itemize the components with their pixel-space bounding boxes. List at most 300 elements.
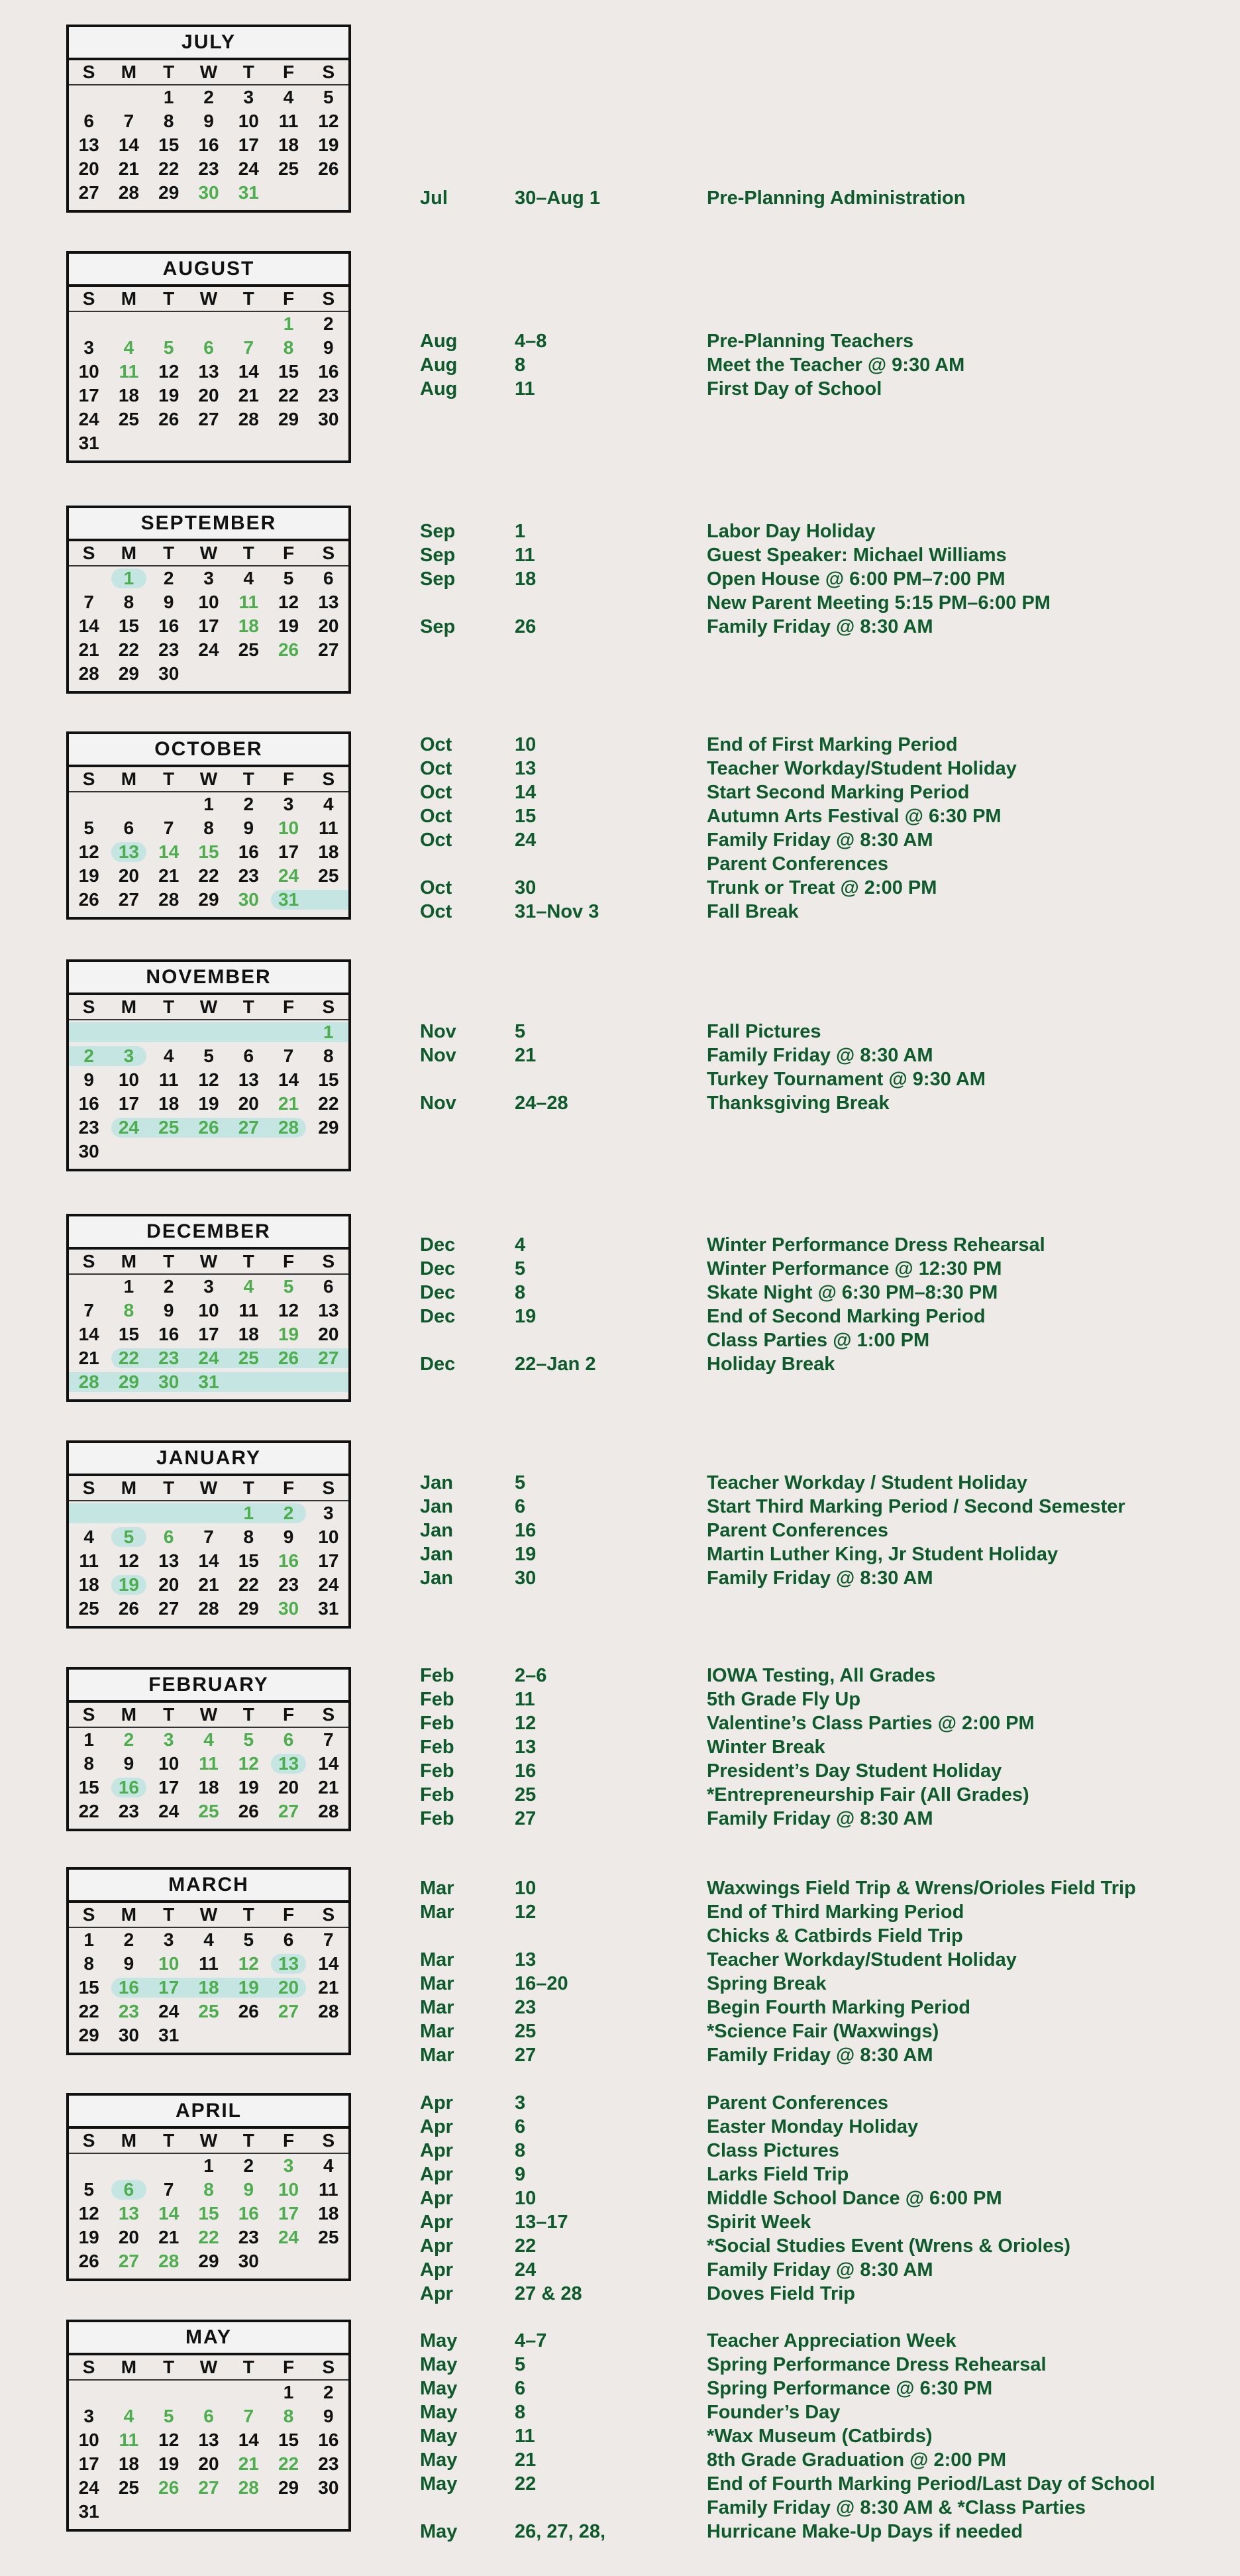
day-cell[interactable]: 28 xyxy=(238,2477,259,2498)
day-cell[interactable]: 12 xyxy=(278,1300,299,1320)
day-cell[interactable]: 20 xyxy=(118,865,139,886)
day-cell[interactable]: 12 xyxy=(118,1550,139,1571)
day-cell[interactable]: 29 xyxy=(318,1117,339,1138)
day-cell[interactable]: 11 xyxy=(199,1753,219,1774)
day-cell[interactable]: 22 xyxy=(78,1801,99,1821)
day-cell[interactable]: 9 xyxy=(323,337,334,358)
day-cell[interactable]: 7 xyxy=(323,1929,334,1950)
day-cell[interactable]: 25 xyxy=(158,1117,180,1138)
day-cell[interactable]: 8 xyxy=(123,1300,134,1320)
day-cell[interactable]: 21 xyxy=(78,1348,99,1368)
day-cell[interactable]: 4 xyxy=(203,1929,214,1950)
day-cell[interactable]: 28 xyxy=(78,663,99,684)
day-cell[interactable]: 1 xyxy=(203,794,214,814)
day-cell[interactable]: 1 xyxy=(163,87,174,107)
day-cell[interactable]: 22 xyxy=(278,385,299,405)
day-cell[interactable]: 29 xyxy=(118,1371,139,1392)
day-cell[interactable]: 2 xyxy=(283,1503,294,1523)
day-cell[interactable]: 13 xyxy=(198,361,219,382)
day-cell[interactable]: 23 xyxy=(78,1117,99,1138)
day-cell[interactable]: 15 xyxy=(238,1550,259,1571)
day-cell[interactable]: 16 xyxy=(238,2203,259,2224)
day-cell[interactable]: 19 xyxy=(78,2227,99,2247)
day-cell[interactable]: 6 xyxy=(83,111,94,131)
day-cell[interactable]: 7 xyxy=(283,1046,294,1066)
day-cell[interactable]: 13 xyxy=(78,134,99,155)
day-cell[interactable]: 21 xyxy=(238,2453,259,2474)
day-cell[interactable]: 5 xyxy=(283,1276,294,1297)
day-cell[interactable]: 24 xyxy=(158,2001,180,2021)
day-cell[interactable]: 12 xyxy=(158,2430,180,2450)
day-cell[interactable]: 27 xyxy=(158,1598,180,1619)
day-cell[interactable]: 31 xyxy=(278,889,299,910)
day-cell[interactable]: 30 xyxy=(118,2025,139,2045)
day-cell[interactable]: 27 xyxy=(238,1117,259,1138)
day-cell[interactable]: 10 xyxy=(158,1953,180,1974)
day-cell[interactable]: 15 xyxy=(318,1069,339,1090)
day-cell[interactable]: 12 xyxy=(318,111,339,131)
day-cell[interactable]: 24 xyxy=(78,2477,99,2498)
day-cell[interactable]: 25 xyxy=(318,865,339,886)
day-cell[interactable]: 14 xyxy=(78,616,99,636)
day-cell[interactable]: 13 xyxy=(318,592,339,612)
day-cell[interactable]: 2 xyxy=(123,1729,134,1750)
day-cell[interactable]: 19 xyxy=(158,2453,180,2474)
day-cell[interactable]: 27 xyxy=(118,889,139,910)
day-cell[interactable]: 19 xyxy=(158,385,180,405)
day-cell[interactable]: 31 xyxy=(158,2025,180,2045)
day-cell[interactable]: 26 xyxy=(118,1598,139,1619)
day-cell[interactable]: 31 xyxy=(78,2501,99,2522)
day-cell[interactable]: 1 xyxy=(83,1729,94,1750)
day-cell[interactable]: 21 xyxy=(318,1977,339,1998)
day-cell[interactable]: 28 xyxy=(238,409,259,429)
day-cell[interactable]: 19 xyxy=(78,865,99,886)
day-cell[interactable]: 31 xyxy=(198,1371,219,1392)
day-cell[interactable]: 3 xyxy=(283,2155,294,2176)
day-cell[interactable]: 23 xyxy=(118,1801,139,1821)
day-cell[interactable]: 1 xyxy=(323,1022,334,1042)
day-cell[interactable]: 19 xyxy=(238,1777,259,1798)
day-cell[interactable]: 3 xyxy=(203,1276,214,1297)
day-cell[interactable]: 10 xyxy=(78,361,99,382)
day-cell[interactable]: 4 xyxy=(123,2406,134,2426)
day-cell[interactable]: 13 xyxy=(238,1069,259,1090)
day-cell[interactable]: 11 xyxy=(79,1550,99,1571)
day-cell[interactable]: 9 xyxy=(283,1527,294,1547)
day-cell[interactable]: 26 xyxy=(278,1348,299,1368)
day-cell[interactable]: 25 xyxy=(118,409,139,429)
day-cell[interactable]: 23 xyxy=(198,158,219,179)
day-cell[interactable]: 17 xyxy=(198,616,219,636)
day-cell[interactable]: 13 xyxy=(278,1953,299,1974)
day-cell[interactable]: 1 xyxy=(123,568,134,588)
day-cell[interactable]: 6 xyxy=(203,337,214,358)
day-cell[interactable]: 17 xyxy=(278,2203,299,2224)
day-cell[interactable]: 16 xyxy=(238,841,259,862)
day-cell[interactable]: 14 xyxy=(158,841,180,862)
day-cell[interactable]: 17 xyxy=(198,1324,219,1344)
day-cell[interactable]: 22 xyxy=(158,158,180,179)
day-cell[interactable]: 30 xyxy=(78,1141,99,1161)
day-cell[interactable]: 18 xyxy=(118,2453,139,2474)
day-cell[interactable]: 22 xyxy=(238,1574,259,1595)
day-cell[interactable]: 11 xyxy=(119,2430,139,2450)
day-cell[interactable]: 17 xyxy=(78,385,99,405)
day-cell[interactable]: 25 xyxy=(238,639,259,660)
day-cell[interactable]: 9 xyxy=(203,111,214,131)
day-cell[interactable]: 3 xyxy=(323,1503,334,1523)
day-cell[interactable]: 4 xyxy=(283,87,294,107)
day-cell[interactable]: 25 xyxy=(278,158,299,179)
day-cell[interactable]: 27 xyxy=(198,409,219,429)
day-cell[interactable]: 7 xyxy=(83,1300,94,1320)
day-cell[interactable]: 11 xyxy=(119,361,139,382)
day-cell[interactable]: 2 xyxy=(203,87,214,107)
day-cell[interactable]: 26 xyxy=(238,1801,259,1821)
day-cell[interactable]: 2 xyxy=(163,568,174,588)
day-cell[interactable]: 3 xyxy=(83,337,94,358)
day-cell[interactable]: 10 xyxy=(238,111,259,131)
day-cell[interactable]: 30 xyxy=(318,2477,339,2498)
day-cell[interactable]: 15 xyxy=(78,1977,99,1998)
day-cell[interactable]: 6 xyxy=(323,1276,334,1297)
day-cell[interactable]: 27 xyxy=(318,1348,339,1368)
day-cell[interactable]: 17 xyxy=(158,1977,180,1998)
day-cell[interactable]: 3 xyxy=(203,568,214,588)
day-cell[interactable]: 25 xyxy=(118,2477,139,2498)
day-cell[interactable]: 23 xyxy=(318,385,339,405)
day-cell[interactable]: 7 xyxy=(203,1527,214,1547)
day-cell[interactable]: 21 xyxy=(238,385,259,405)
day-cell[interactable]: 17 xyxy=(78,2453,99,2474)
day-cell[interactable]: 22 xyxy=(118,639,139,660)
day-cell[interactable]: 13 xyxy=(158,1550,180,1571)
day-cell[interactable]: 19 xyxy=(118,1574,139,1595)
day-cell[interactable]: 2 xyxy=(83,1046,94,1066)
day-cell[interactable]: 27 xyxy=(318,639,339,660)
day-cell[interactable]: 23 xyxy=(278,1574,299,1595)
day-cell[interactable]: 18 xyxy=(118,385,139,405)
day-cell[interactable]: 8 xyxy=(83,1953,94,1974)
day-cell[interactable]: 5 xyxy=(163,2406,174,2426)
day-cell[interactable]: 3 xyxy=(283,794,294,814)
day-cell[interactable]: 28 xyxy=(278,1117,299,1138)
day-cell[interactable]: 24 xyxy=(278,865,299,886)
day-cell[interactable]: 30 xyxy=(318,409,339,429)
day-cell[interactable]: 30 xyxy=(198,182,219,203)
day-cell[interactable]: 28 xyxy=(158,2251,180,2271)
day-cell[interactable]: 9 xyxy=(163,592,174,612)
day-cell[interactable]: 20 xyxy=(318,616,339,636)
day-cell[interactable]: 8 xyxy=(203,818,214,838)
day-cell[interactable]: 21 xyxy=(318,1777,339,1798)
day-cell[interactable]: 12 xyxy=(158,361,180,382)
day-cell[interactable]: 6 xyxy=(323,568,334,588)
day-cell[interactable]: 2 xyxy=(323,313,334,334)
day-cell[interactable]: 27 xyxy=(118,2251,139,2271)
day-cell[interactable]: 21 xyxy=(198,1574,219,1595)
day-cell[interactable]: 19 xyxy=(198,1093,219,1114)
day-cell[interactable]: 14 xyxy=(78,1324,99,1344)
day-cell[interactable]: 10 xyxy=(158,1753,180,1774)
day-cell[interactable]: 8 xyxy=(163,111,174,131)
day-cell[interactable]: 9 xyxy=(123,1753,134,1774)
day-cell[interactable]: 12 xyxy=(78,2203,99,2224)
day-cell[interactable]: 25 xyxy=(198,1801,219,1821)
day-cell[interactable]: 8 xyxy=(283,2406,294,2426)
day-cell[interactable]: 5 xyxy=(83,2179,94,2200)
day-cell[interactable]: 3 xyxy=(163,1929,174,1950)
day-cell[interactable]: 17 xyxy=(278,841,299,862)
day-cell[interactable]: 15 xyxy=(118,616,139,636)
day-cell[interactable]: 4 xyxy=(83,1527,94,1547)
day-cell[interactable]: 3 xyxy=(243,87,254,107)
day-cell[interactable]: 9 xyxy=(323,2406,334,2426)
day-cell[interactable]: 17 xyxy=(318,1550,339,1571)
day-cell[interactable]: 26 xyxy=(78,2251,99,2271)
day-cell[interactable]: 29 xyxy=(118,663,139,684)
day-cell[interactable]: 13 xyxy=(318,1300,339,1320)
day-cell[interactable]: 26 xyxy=(78,889,99,910)
day-cell[interactable]: 6 xyxy=(123,2179,134,2200)
day-cell[interactable]: 21 xyxy=(78,639,99,660)
day-cell[interactable]: 5 xyxy=(203,1046,214,1066)
day-cell[interactable]: 1 xyxy=(203,2155,214,2176)
day-cell[interactable]: 22 xyxy=(198,2227,219,2247)
day-cell[interactable]: 14 xyxy=(118,134,139,155)
day-cell[interactable]: 30 xyxy=(238,2251,259,2271)
day-cell[interactable]: 21 xyxy=(158,865,180,886)
day-cell[interactable]: 7 xyxy=(243,2406,254,2426)
day-cell[interactable]: 23 xyxy=(158,639,180,660)
day-cell[interactable]: 25 xyxy=(238,1348,259,1368)
day-cell[interactable]: 19 xyxy=(278,1324,299,1344)
day-cell[interactable]: 11 xyxy=(238,1300,259,1320)
day-cell[interactable]: 6 xyxy=(203,2406,214,2426)
day-cell[interactable]: 26 xyxy=(318,158,339,179)
day-cell[interactable]: 2 xyxy=(243,2155,254,2176)
day-cell[interactable]: 17 xyxy=(238,134,259,155)
day-cell[interactable]: 6 xyxy=(283,1929,294,1950)
day-cell[interactable]: 9 xyxy=(83,1069,94,1090)
day-cell[interactable]: 5 xyxy=(123,1527,134,1547)
day-cell[interactable]: 3 xyxy=(163,1729,174,1750)
day-cell[interactable]: 26 xyxy=(198,1117,219,1138)
day-cell[interactable]: 4 xyxy=(163,1046,174,1066)
day-cell[interactable]: 23 xyxy=(238,2227,259,2247)
day-cell[interactable]: 20 xyxy=(278,1777,299,1798)
day-cell[interactable]: 18 xyxy=(318,841,339,862)
day-cell[interactable]: 2 xyxy=(123,1929,134,1950)
day-cell[interactable]: 7 xyxy=(163,818,174,838)
day-cell[interactable]: 30 xyxy=(238,889,259,910)
day-cell[interactable]: 29 xyxy=(78,2025,99,2045)
day-cell[interactable]: 10 xyxy=(278,2179,299,2200)
day-cell[interactable]: 28 xyxy=(318,1801,339,1821)
day-cell[interactable]: 19 xyxy=(238,1977,259,1998)
day-cell[interactable]: 14 xyxy=(318,1753,339,1774)
day-cell[interactable]: 16 xyxy=(318,2430,339,2450)
day-cell[interactable]: 19 xyxy=(318,134,339,155)
day-cell[interactable]: 1 xyxy=(123,1276,134,1297)
day-cell[interactable]: 6 xyxy=(163,1527,174,1547)
day-cell[interactable]: 6 xyxy=(243,1046,254,1066)
day-cell[interactable]: 20 xyxy=(198,2453,219,2474)
day-cell[interactable]: 11 xyxy=(158,1069,179,1090)
day-cell[interactable]: 16 xyxy=(158,616,180,636)
day-cell[interactable]: 4 xyxy=(123,337,134,358)
day-cell[interactable]: 5 xyxy=(83,818,94,838)
day-cell[interactable]: 22 xyxy=(198,865,219,886)
day-cell[interactable]: 25 xyxy=(198,2001,219,2021)
day-cell[interactable]: 28 xyxy=(158,889,180,910)
day-cell[interactable]: 11 xyxy=(278,111,299,131)
day-cell[interactable]: 29 xyxy=(278,2477,299,2498)
day-cell[interactable]: 18 xyxy=(198,1777,219,1798)
day-cell[interactable]: 3 xyxy=(123,1046,134,1066)
day-cell[interactable]: 17 xyxy=(118,1093,139,1114)
day-cell[interactable]: 1 xyxy=(83,1929,94,1950)
day-cell[interactable]: 15 xyxy=(158,134,180,155)
day-cell[interactable]: 9 xyxy=(123,1953,134,1974)
day-cell[interactable]: 2 xyxy=(323,2382,334,2402)
day-cell[interactable]: 26 xyxy=(158,2477,180,2498)
day-cell[interactable]: 14 xyxy=(318,1953,339,1974)
day-cell[interactable]: 20 xyxy=(78,158,99,179)
day-cell[interactable]: 7 xyxy=(123,111,134,131)
day-cell[interactable]: 24 xyxy=(78,409,99,429)
day-cell[interactable]: 14 xyxy=(158,2203,180,2224)
day-cell[interactable]: 18 xyxy=(158,1093,180,1114)
day-cell[interactable]: 16 xyxy=(118,1977,139,1998)
day-cell[interactable]: 15 xyxy=(278,361,299,382)
day-cell[interactable]: 7 xyxy=(323,1729,334,1750)
day-cell[interactable]: 17 xyxy=(158,1777,180,1798)
day-cell[interactable]: 1 xyxy=(283,2382,294,2402)
day-cell[interactable]: 16 xyxy=(198,134,219,155)
day-cell[interactable]: 22 xyxy=(118,1348,139,1368)
day-cell[interactable]: 7 xyxy=(163,2179,174,2200)
day-cell[interactable]: 2 xyxy=(243,794,254,814)
day-cell[interactable]: 24 xyxy=(118,1117,139,1138)
day-cell[interactable]: 1 xyxy=(243,1503,254,1523)
day-cell[interactable]: 21 xyxy=(118,158,139,179)
day-cell[interactable]: 5 xyxy=(283,568,294,588)
day-cell[interactable]: 30 xyxy=(158,1371,180,1392)
day-cell[interactable]: 13 xyxy=(118,841,139,862)
day-cell[interactable]: 2 xyxy=(163,1276,174,1297)
day-cell[interactable]: 10 xyxy=(198,592,219,612)
day-cell[interactable]: 13 xyxy=(278,1753,299,1774)
day-cell[interactable]: 15 xyxy=(118,1324,139,1344)
day-cell[interactable]: 8 xyxy=(323,1046,334,1066)
day-cell[interactable]: 29 xyxy=(198,2251,219,2271)
day-cell[interactable]: 27 xyxy=(78,182,99,203)
day-cell[interactable]: 20 xyxy=(158,1574,180,1595)
day-cell[interactable]: 5 xyxy=(243,1929,254,1950)
day-cell[interactable]: 24 xyxy=(318,1574,339,1595)
day-cell[interactable]: 8 xyxy=(203,2179,214,2200)
day-cell[interactable]: 16 xyxy=(278,1550,299,1571)
day-cell[interactable]: 5 xyxy=(163,337,174,358)
day-cell[interactable]: 28 xyxy=(318,2001,339,2021)
day-cell[interactable]: 14 xyxy=(238,361,259,382)
day-cell[interactable]: 16 xyxy=(158,1324,180,1344)
day-cell[interactable]: 5 xyxy=(323,87,334,107)
day-cell[interactable]: 11 xyxy=(199,1953,219,1974)
day-cell[interactable]: 13 xyxy=(198,2430,219,2450)
day-cell[interactable]: 11 xyxy=(238,592,259,612)
day-cell[interactable]: 15 xyxy=(198,841,219,862)
day-cell[interactable]: 9 xyxy=(243,2179,254,2200)
day-cell[interactable]: 26 xyxy=(278,639,299,660)
day-cell[interactable]: 4 xyxy=(203,1729,214,1750)
day-cell[interactable]: 29 xyxy=(238,1598,259,1619)
day-cell[interactable]: 22 xyxy=(318,1093,339,1114)
day-cell[interactable]: 18 xyxy=(198,1977,219,1998)
day-cell[interactable]: 10 xyxy=(78,2430,99,2450)
day-cell[interactable]: 22 xyxy=(78,2001,99,2021)
day-cell[interactable]: 25 xyxy=(318,2227,339,2247)
day-cell[interactable]: 4 xyxy=(323,794,334,814)
day-cell[interactable]: 10 xyxy=(198,1300,219,1320)
day-cell[interactable]: 11 xyxy=(319,2179,338,2200)
day-cell[interactable]: 18 xyxy=(238,1324,259,1344)
day-cell[interactable]: 3 xyxy=(83,2406,94,2426)
day-cell[interactable]: 7 xyxy=(83,592,94,612)
day-cell[interactable]: 27 xyxy=(278,2001,299,2021)
day-cell[interactable]: 31 xyxy=(318,1598,339,1619)
day-cell[interactable]: 18 xyxy=(318,2203,339,2224)
day-cell[interactable]: 10 xyxy=(118,1069,139,1090)
day-cell[interactable]: 8 xyxy=(123,592,134,612)
day-cell[interactable]: 20 xyxy=(198,385,219,405)
day-cell[interactable]: 9 xyxy=(243,818,254,838)
day-cell[interactable]: 12 xyxy=(78,841,99,862)
day-cell[interactable]: 12 xyxy=(238,1953,259,1974)
day-cell[interactable]: 16 xyxy=(78,1093,99,1114)
day-cell[interactable]: 20 xyxy=(118,2227,139,2247)
day-cell[interactable]: 15 xyxy=(278,2430,299,2450)
day-cell[interactable]: 8 xyxy=(283,337,294,358)
day-cell[interactable]: 8 xyxy=(83,1753,94,1774)
day-cell[interactable]: 14 xyxy=(198,1550,219,1571)
day-cell[interactable]: 15 xyxy=(198,2203,219,2224)
day-cell[interactable]: 24 xyxy=(238,158,259,179)
day-cell[interactable]: 31 xyxy=(238,182,259,203)
day-cell[interactable]: 8 xyxy=(243,1527,254,1547)
day-cell[interactable]: 28 xyxy=(118,182,139,203)
day-cell[interactable]: 12 xyxy=(278,592,299,612)
day-cell[interactable]: 18 xyxy=(278,134,299,155)
day-cell[interactable]: 31 xyxy=(78,433,99,453)
day-cell[interactable]: 18 xyxy=(238,616,259,636)
day-cell[interactable]: 18 xyxy=(78,1574,99,1595)
day-cell[interactable]: 6 xyxy=(123,818,134,838)
day-cell[interactable]: 23 xyxy=(238,865,259,886)
day-cell[interactable]: 14 xyxy=(238,2430,259,2450)
day-cell[interactable]: 4 xyxy=(243,1276,254,1297)
day-cell[interactable]: 28 xyxy=(78,1371,99,1392)
day-cell[interactable]: 26 xyxy=(158,409,180,429)
day-cell[interactable]: 10 xyxy=(278,818,299,838)
day-cell[interactable]: 21 xyxy=(158,2227,180,2247)
day-cell[interactable]: 29 xyxy=(278,409,299,429)
day-cell[interactable]: 4 xyxy=(323,2155,334,2176)
day-cell[interactable]: 30 xyxy=(278,1598,299,1619)
day-cell[interactable]: 23 xyxy=(158,1348,180,1368)
